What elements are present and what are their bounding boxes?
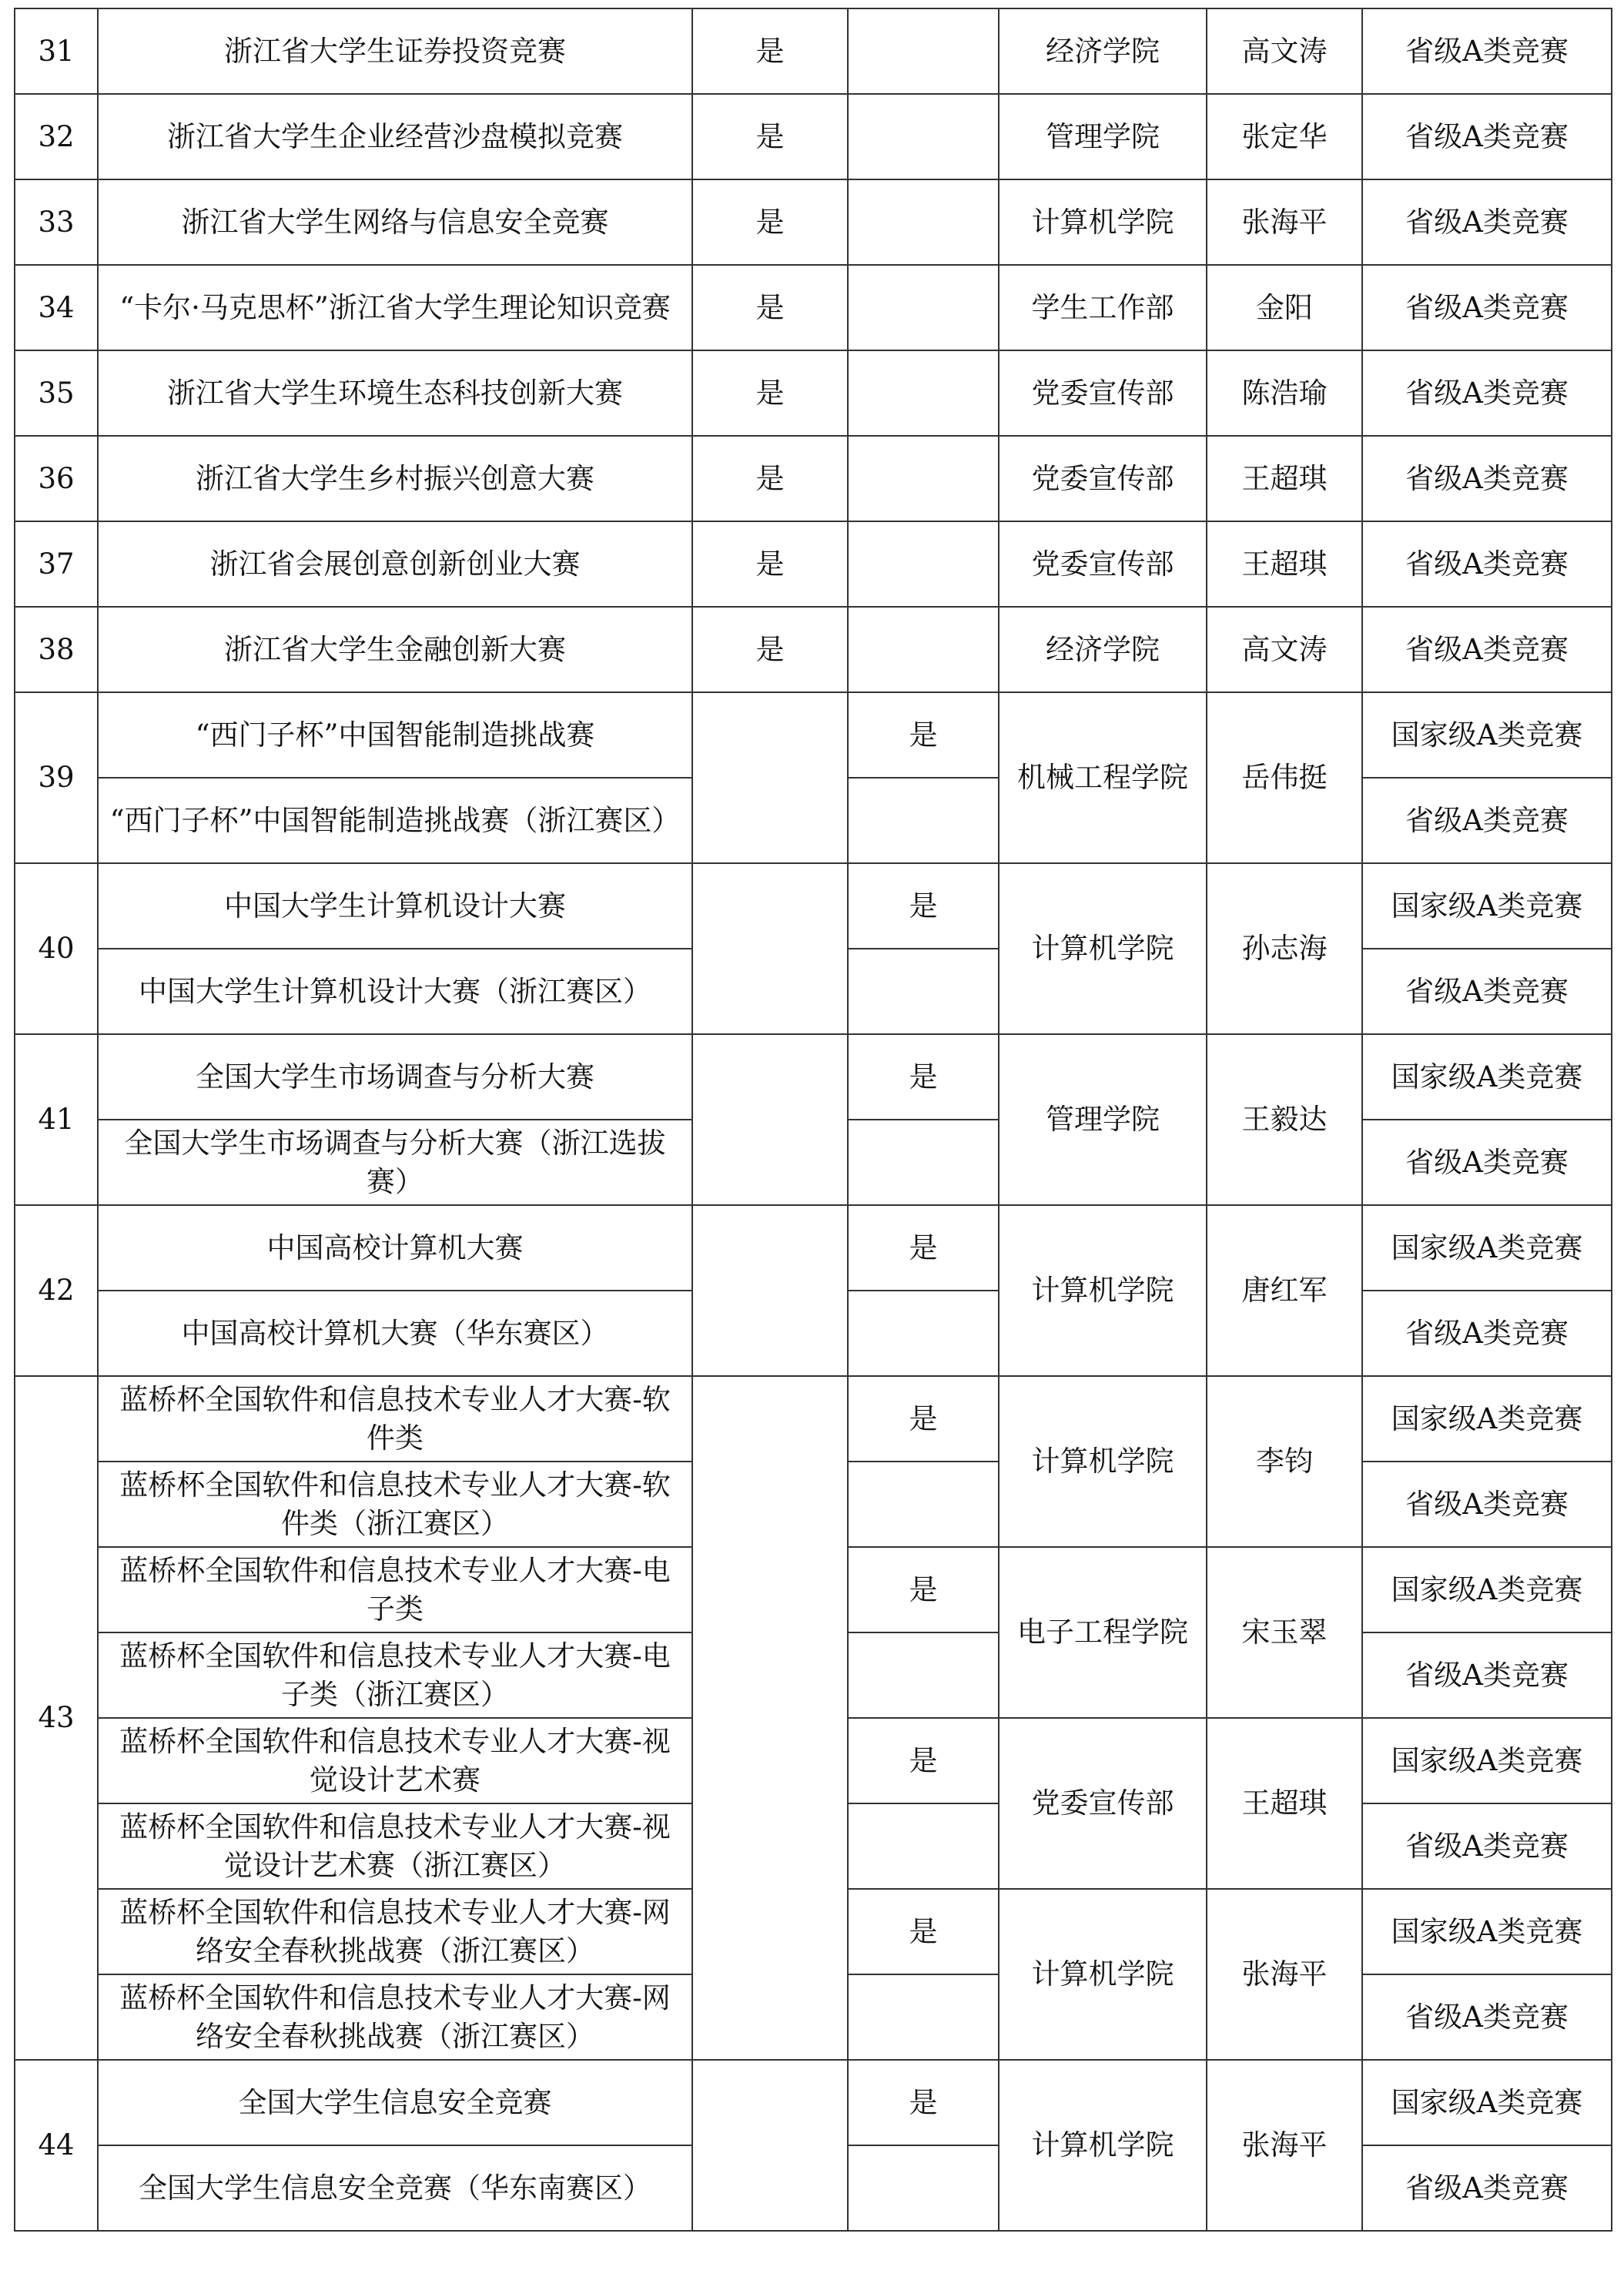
competition-level: 省级A类竞赛 xyxy=(1362,2145,1612,2231)
table-row xyxy=(15,94,1612,179)
row-number: 40 xyxy=(15,863,98,1034)
competition-level: 省级A类竞赛 xyxy=(1362,778,1612,863)
contact-person: 唐红军 xyxy=(1207,1205,1362,1376)
contact-person: 张定华 xyxy=(1207,94,1362,179)
row-number: 33 xyxy=(15,179,98,265)
table-row xyxy=(15,2060,1612,2145)
flag-cell xyxy=(848,1462,999,1547)
competition-name: 蓝桥杯全国软件和信息技术专业人才大赛-电子类 xyxy=(98,1547,692,1632)
competition-level: 省级A类竞赛 xyxy=(1362,1974,1612,2060)
flag-cell: 是 xyxy=(848,1034,999,1120)
competition-name: 全国大学生信息安全竞赛（华东南赛区） xyxy=(98,2145,692,2231)
flag-cell xyxy=(848,949,999,1034)
row-number: 36 xyxy=(15,436,98,521)
competition-name: 蓝桥杯全国软件和信息技术专业人才大赛-网络安全春秋挑战赛（浙江赛区） xyxy=(98,1974,692,2060)
department: 党委宣传部 xyxy=(999,350,1207,436)
department: 党委宣传部 xyxy=(999,1718,1207,1889)
flag-cell: 是 xyxy=(692,179,848,265)
competition-level: 省级A类竞赛 xyxy=(1362,265,1612,350)
flag-cell: 是 xyxy=(692,350,848,436)
competition-level: 省级A类竞赛 xyxy=(1362,1803,1612,1889)
department: 计算机学院 xyxy=(999,1889,1207,2060)
flag-cell xyxy=(848,8,999,94)
flag-cell xyxy=(848,94,999,179)
flag-cell: 是 xyxy=(848,1205,999,1291)
table-row xyxy=(15,863,1612,949)
table-row xyxy=(15,350,1612,436)
department: 计算机学院 xyxy=(999,1376,1207,1547)
row-number: 39 xyxy=(15,692,98,863)
table-row xyxy=(15,607,1612,692)
competition-level: 省级A类竞赛 xyxy=(1362,1120,1612,1205)
flag-cell xyxy=(848,1632,999,1718)
competition-name: 蓝桥杯全国软件和信息技术专业人才大赛-视觉设计艺术赛 xyxy=(98,1718,692,1803)
contact-person: 高文涛 xyxy=(1207,8,1362,94)
row-number: 34 xyxy=(15,265,98,350)
competition-level: 省级A类竞赛 xyxy=(1362,1291,1612,1376)
table-row xyxy=(15,1034,1612,1120)
department: 管理学院 xyxy=(999,94,1207,179)
department: 计算机学院 xyxy=(999,179,1207,265)
row-number: 35 xyxy=(15,350,98,436)
competition-level: 国家级A类竞赛 xyxy=(1362,2060,1612,2145)
department: 管理学院 xyxy=(999,1034,1207,1205)
contact-person: 高文涛 xyxy=(1207,607,1362,692)
flag-cell xyxy=(848,2145,999,2231)
competition-level: 国家级A类竞赛 xyxy=(1362,1376,1612,1462)
flag-cell xyxy=(692,1205,848,1376)
competition-name: “卡尔·马克思杯”浙江省大学生理论知识竞赛 xyxy=(98,265,692,350)
competition-level: 省级A类竞赛 xyxy=(1362,1462,1612,1547)
contact-person: 孙志海 xyxy=(1207,863,1362,1034)
flag-cell xyxy=(692,1034,848,1205)
flag-cell: 是 xyxy=(692,436,848,521)
department: 计算机学院 xyxy=(999,2060,1207,2231)
contact-person: 王超琪 xyxy=(1207,521,1362,607)
flag-cell xyxy=(848,1291,999,1376)
contact-person: 岳伟挺 xyxy=(1207,692,1362,863)
competition-name: 浙江省大学生企业经营沙盘模拟竞赛 xyxy=(98,94,692,179)
competition-level: 省级A类竞赛 xyxy=(1362,350,1612,436)
competition-name: 浙江省会展创意创新创业大赛 xyxy=(98,521,692,607)
table-row xyxy=(15,692,1612,778)
flag-cell: 是 xyxy=(848,2060,999,2145)
contact-person: 金阳 xyxy=(1207,265,1362,350)
flag-cell: 是 xyxy=(692,607,848,692)
competition-name: 中国大学生计算机设计大赛 xyxy=(98,863,692,949)
flag-cell xyxy=(692,2060,848,2231)
competition-name: 中国大学生计算机设计大赛（浙江赛区） xyxy=(98,949,692,1034)
competition-name: 浙江省大学生证券投资竞赛 xyxy=(98,8,692,94)
flag-cell: 是 xyxy=(848,1718,999,1803)
department: 机械工程学院 xyxy=(999,692,1207,863)
flag-cell xyxy=(692,1376,848,2060)
competition-level: 省级A类竞赛 xyxy=(1362,436,1612,521)
flag-cell: 是 xyxy=(848,863,999,949)
department: 经济学院 xyxy=(999,607,1207,692)
competition-name: 蓝桥杯全国软件和信息技术专业人才大赛-视觉设计艺术赛（浙江赛区） xyxy=(98,1803,692,1889)
department: 党委宣传部 xyxy=(999,521,1207,607)
flag-cell: 是 xyxy=(848,1889,999,1974)
competition-name: “西门子杯”中国智能制造挑战赛（浙江赛区） xyxy=(98,778,692,863)
competition-level: 省级A类竞赛 xyxy=(1362,179,1612,265)
row-number: 31 xyxy=(15,8,98,94)
competition-level: 国家级A类竞赛 xyxy=(1362,863,1612,949)
competition-name: 蓝桥杯全国软件和信息技术专业人才大赛-软件类 xyxy=(98,1376,692,1462)
competition-name: 中国高校计算机大赛（华东赛区） xyxy=(98,1291,692,1376)
flag-cell xyxy=(848,436,999,521)
table-row xyxy=(15,521,1612,607)
flag-cell xyxy=(848,778,999,863)
flag-cell xyxy=(848,350,999,436)
competition-level: 国家级A类竞赛 xyxy=(1362,1889,1612,1974)
flag-cell: 是 xyxy=(848,692,999,778)
competition-level: 省级A类竞赛 xyxy=(1362,949,1612,1034)
department: 电子工程学院 xyxy=(999,1547,1207,1718)
flag-cell: 是 xyxy=(692,94,848,179)
flag-cell xyxy=(848,265,999,350)
row-number: 38 xyxy=(15,607,98,692)
competition-level: 省级A类竞赛 xyxy=(1362,8,1612,94)
flag-cell: 是 xyxy=(692,8,848,94)
department: 经济学院 xyxy=(999,8,1207,94)
competition-level: 省级A类竞赛 xyxy=(1362,94,1612,179)
competition-level: 国家级A类竞赛 xyxy=(1362,1718,1612,1803)
flag-cell: 是 xyxy=(692,521,848,607)
contact-person: 王毅达 xyxy=(1207,1034,1362,1205)
row-number: 42 xyxy=(15,1205,98,1376)
competition-name: 蓝桥杯全国软件和信息技术专业人才大赛-网络安全春秋挑战赛（浙江赛区） xyxy=(98,1889,692,1974)
contact-person: 王超琪 xyxy=(1207,1718,1362,1889)
competition-level: 省级A类竞赛 xyxy=(1362,1632,1612,1718)
competition-level: 省级A类竞赛 xyxy=(1362,521,1612,607)
flag-cell xyxy=(848,607,999,692)
competition-level: 国家级A类竞赛 xyxy=(1362,692,1612,778)
row-number: 43 xyxy=(15,1376,98,2060)
table-row xyxy=(15,1376,1612,1462)
table-row xyxy=(15,265,1612,350)
table-row xyxy=(15,179,1612,265)
competition-level: 国家级A类竞赛 xyxy=(1362,1547,1612,1632)
competition-name: 浙江省大学生金融创新大赛 xyxy=(98,607,692,692)
competition-table xyxy=(14,8,1612,2232)
flag-cell xyxy=(692,692,848,863)
competition-level: 国家级A类竞赛 xyxy=(1362,1205,1612,1291)
row-number: 32 xyxy=(15,94,98,179)
flag-cell: 是 xyxy=(692,265,848,350)
competition-name: “西门子杯”中国智能制造挑战赛 xyxy=(98,692,692,778)
contact-person: 张海平 xyxy=(1207,2060,1362,2231)
flag-cell: 是 xyxy=(848,1547,999,1632)
department: 学生工作部 xyxy=(999,265,1207,350)
flag-cell xyxy=(692,863,848,1034)
contact-person: 王超琪 xyxy=(1207,436,1362,521)
contact-person: 李钧 xyxy=(1207,1376,1362,1547)
table-row xyxy=(15,8,1612,94)
contact-person: 张海平 xyxy=(1207,1889,1362,2060)
competition-name: 全国大学生信息安全竞赛 xyxy=(98,2060,692,2145)
flag-cell xyxy=(848,179,999,265)
contact-person: 张海平 xyxy=(1207,179,1362,265)
competition-name: 浙江省大学生环境生态科技创新大赛 xyxy=(98,350,692,436)
department: 计算机学院 xyxy=(999,863,1207,1034)
competition-name: 浙江省大学生乡村振兴创意大赛 xyxy=(98,436,692,521)
contact-person: 宋玉翠 xyxy=(1207,1547,1362,1718)
table-row xyxy=(15,1205,1612,1291)
row-number: 41 xyxy=(15,1034,98,1205)
competition-name: 蓝桥杯全国软件和信息技术专业人才大赛-电子类（浙江赛区） xyxy=(98,1632,692,1718)
contact-person: 陈浩瑜 xyxy=(1207,350,1362,436)
competition-name: 浙江省大学生网络与信息安全竞赛 xyxy=(98,179,692,265)
department: 党委宣传部 xyxy=(999,436,1207,521)
competition-name: 全国大学生市场调查与分析大赛（浙江选拔赛） xyxy=(98,1120,692,1205)
flag-cell xyxy=(848,1120,999,1205)
flag-cell xyxy=(848,521,999,607)
row-number: 44 xyxy=(15,2060,98,2231)
row-number: 37 xyxy=(15,521,98,607)
department: 计算机学院 xyxy=(999,1205,1207,1376)
flag-cell xyxy=(848,1974,999,2060)
flag-cell: 是 xyxy=(848,1376,999,1462)
competition-level: 国家级A类竞赛 xyxy=(1362,1034,1612,1120)
competition-level: 省级A类竞赛 xyxy=(1362,607,1612,692)
competition-name: 全国大学生市场调查与分析大赛 xyxy=(98,1034,692,1120)
flag-cell xyxy=(848,1803,999,1889)
table-row xyxy=(15,436,1612,521)
competition-name: 蓝桥杯全国软件和信息技术专业人才大赛-软件类（浙江赛区） xyxy=(98,1462,692,1547)
competition-name: 中国高校计算机大赛 xyxy=(98,1205,692,1291)
